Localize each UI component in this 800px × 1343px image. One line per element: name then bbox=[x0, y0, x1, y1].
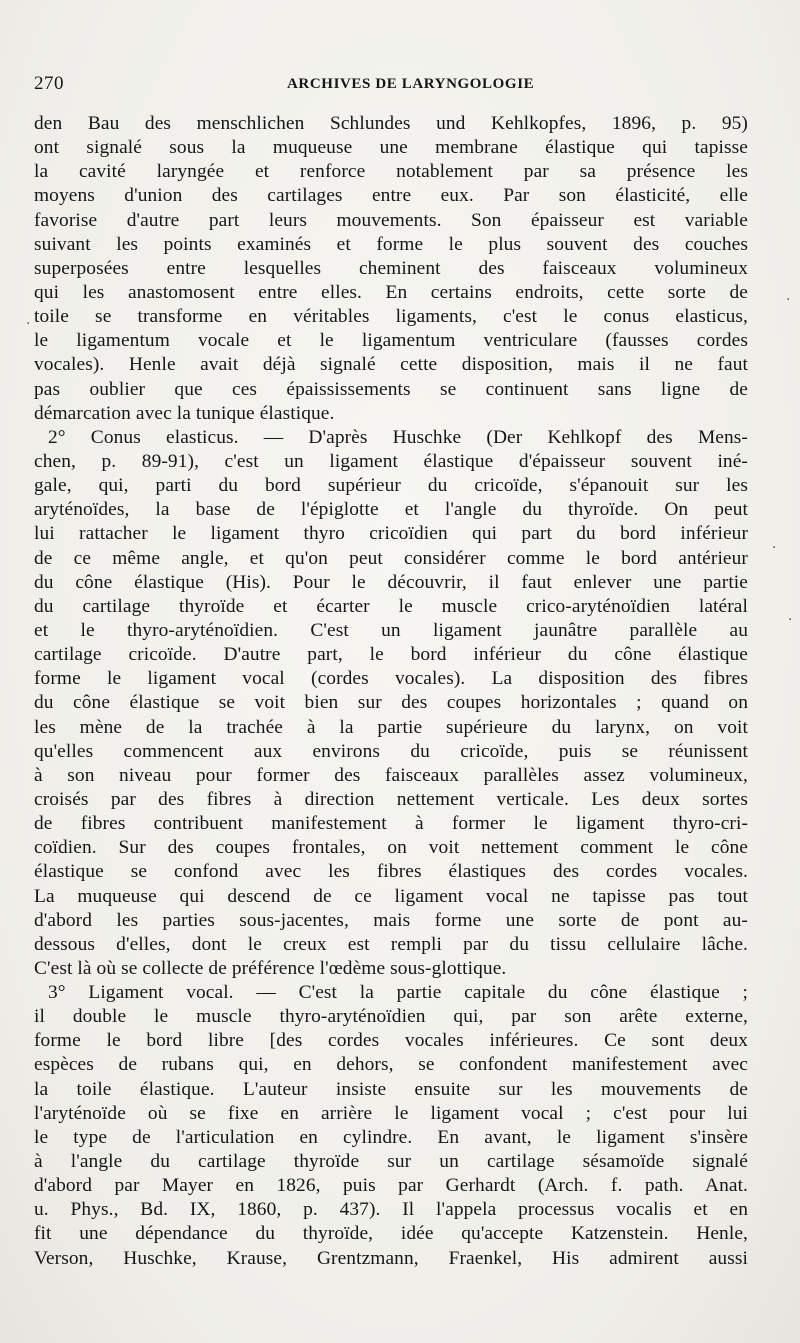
text-line: du cône élastique se voit bien sur des coupes horizontales ; quand on bbox=[34, 692, 748, 714]
text-line: espèces de rubans qui, en dehors, se confondent manifestement avec bbox=[34, 1054, 748, 1076]
text-line: coïdien. Sur des coupes frontales, on voit nettement comment le cône bbox=[34, 837, 748, 859]
text-line: à son niveau pour former des faisceaux parallèles assez volumineux, bbox=[34, 764, 748, 786]
text-line: qu'elles commencent aux environs du cricoïde, puis se réunissent bbox=[34, 740, 748, 762]
text-line: croisés par des fibres à direction nettement verticale. Les deux sortes bbox=[34, 788, 748, 810]
text-line: superposées entre lesquelles cheminent des faisceaux volumineux bbox=[34, 257, 748, 279]
text-line: gale, qui, parti du bord supérieur du cricoïde, s'épanouit sur les bbox=[34, 475, 748, 497]
text-line: forme le ligament vocal (cordes vocales). La disposition des fibres bbox=[34, 668, 748, 690]
text-line: et le thyro-aryténoïdien. C'est un ligament jaunâtre parallèle au bbox=[34, 619, 748, 641]
text-line: les mène de la trachée à la partie supérieure du larynx, on voit bbox=[34, 716, 748, 738]
text-line: d'abord par Mayer en 1826, puis par Gerhardt (Arch. f. path. Anat. bbox=[34, 1175, 748, 1197]
text-line: ont signalé sous la muqueuse une membrane élastique qui tapisse bbox=[34, 137, 748, 159]
text-line: toile se transforme en véritables ligaments, c'est le conus elasticus, bbox=[34, 306, 748, 328]
text-line: la toile élastique. L'auteur insiste ensuite sur les mouvements de bbox=[34, 1078, 748, 1100]
margin-speck: · bbox=[786, 292, 791, 308]
paragraph-end-line: C'est là où se collecte de préférence l'œdème sous-glottique. bbox=[34, 957, 507, 979]
page-number: 270 bbox=[34, 73, 64, 94]
text-line: du cône élastique (His). Pour le découvrir, il faut enlever une partie bbox=[34, 571, 748, 593]
text-line: fit une dépendance du thyroïde, idée qu'accepte Katzenstein. Henle, bbox=[34, 1223, 748, 1245]
text-line: u. Phys., Bd. IX, 1860, p. 437). Il l'appela processus vocalis et en bbox=[34, 1199, 748, 1221]
page-header bbox=[34, 73, 750, 99]
text-line: lui rattacher le ligament thyro cricoïdien qui part du bord inférieur bbox=[34, 523, 748, 545]
running-title: ARCHIVES DE LARYNGOLOGIE bbox=[287, 76, 535, 92]
body-text bbox=[34, 112, 748, 1271]
text-line: il double le muscle thyro-aryténoïdien qui, par son arête externe, bbox=[34, 1006, 748, 1028]
text-line: qui les anastomosent entre elles. En certains endroits, cette sorte de bbox=[34, 281, 748, 303]
margin-speck: · bbox=[26, 316, 31, 332]
section-heading-line: 3° Ligament vocal. — C'est la partie capitale du cône élastique ; bbox=[48, 982, 748, 1004]
text-line: de fibres contribuent manifestement à former le ligament thyro-cri- bbox=[34, 813, 748, 835]
text-line: favorise d'autre part leurs mouvements. Son épaisseur est variable bbox=[34, 209, 748, 231]
text-line: La muqueuse qui descend de ce ligament vocal ne tapisse pas tout bbox=[34, 885, 748, 907]
text-line: suivant les points examinés et forme le plus souvent des couches bbox=[34, 233, 748, 255]
text-line: l'aryténoïde où se fixe en arrière le ligament vocal ; c'est pour lui bbox=[34, 1102, 748, 1124]
text-line: den Bau des menschlichen Schlundes und Kehlkopfes, 1896, p. 95) bbox=[34, 113, 748, 134]
text-line: à l'angle du cartilage thyroïde sur un cartilage sésamoïde signalé bbox=[34, 1151, 748, 1173]
text-line: pas oublier que ces épaississements se continuent sans ligne de bbox=[34, 378, 748, 400]
text-line: de ce même angle, et qu'on peut considérer comme le bord antérieur bbox=[34, 547, 748, 569]
text-line: Verson, Huschke, Krause, Grentzmann, Fraenkel, His admirent aussi bbox=[34, 1247, 748, 1269]
text-line: le type de l'articulation en cylindre. En avant, le ligament s'insère bbox=[34, 1126, 748, 1148]
margin-speck: · bbox=[788, 612, 793, 628]
margin-speck: · bbox=[772, 540, 777, 556]
text-line: du cartilage thyroïde et écarter le muscle crico-aryténoïdien latéral bbox=[34, 595, 748, 617]
text-line: moyens d'union des cartilages entre eux. Par son élasticité, elle bbox=[34, 185, 748, 207]
text-line: le ligamentum vocale et le ligamentum ventriculare (fausses cordes bbox=[34, 330, 748, 352]
text-line: aryténoïdes, la base de l'épiglotte et l'angle du thyroïde. On peut bbox=[34, 499, 748, 521]
text-line: chen, p. 89-91), c'est un ligament élastique d'épaisseur souvent iné- bbox=[34, 450, 748, 472]
text-line: la cavité laryngée et renforce notablement par sa présence les bbox=[34, 161, 748, 183]
text-line: vocales). Henle avait déjà signalé cette disposition, mais il ne faut bbox=[34, 354, 748, 376]
paragraph-end-line: démarcation avec la tunique élastique. bbox=[34, 402, 335, 424]
text-line: élastique se confond avec les fibres élastiques des cordes vocales. bbox=[34, 861, 748, 883]
text-line: forme le bord libre [des cordes vocales inférieures. Ce sont deux bbox=[34, 1030, 748, 1052]
section-heading-line: 2° Conus elasticus. — D'après Huschke (Der Kehlkopf des Mens- bbox=[48, 426, 748, 448]
text-line: cartilage cricoïde. D'autre part, le bord inférieur du cône élastique bbox=[34, 644, 748, 666]
text-line: d'abord les parties sous-jacentes, mais forme une sorte de pont au- bbox=[34, 909, 748, 931]
text-line: dessous d'elles, dont le creux est rempli par du tissu cellulaire lâche. bbox=[34, 933, 748, 955]
